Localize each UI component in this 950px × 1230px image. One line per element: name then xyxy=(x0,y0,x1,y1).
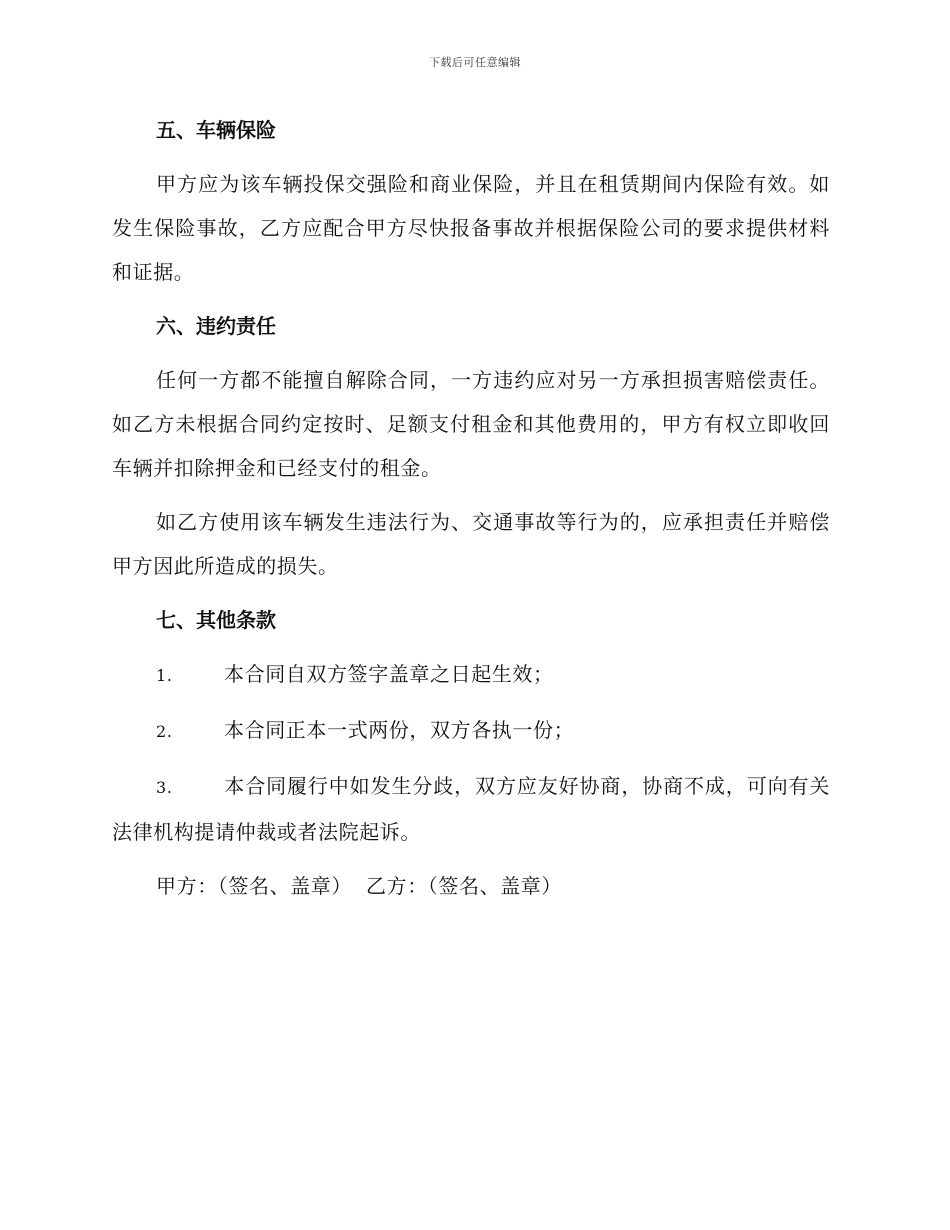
signature-line xyxy=(112,864,830,908)
paragraph-liability-2: 如乙方使用该车辆发生违法行为、交通事故等行为的，应承担责任并赔偿甲方因此所造成的损失。 xyxy=(112,510,830,578)
page-header-note: 下载后可任意编辑 xyxy=(429,56,521,69)
paragraph-insurance: 甲方应为该车辆投保交强险和商业保险，并且在租赁期间内保险有效。如发生保险事故，乙方应配合甲方尽快报备事故并根据保险公司的要求提供材料和证据。 xyxy=(112,172,830,284)
list-item xyxy=(112,764,830,854)
document-body xyxy=(112,108,830,908)
list-item-number: 1. xyxy=(156,666,173,685)
party-a-signature: 甲方：（签名、盖章） xyxy=(156,874,352,898)
list-item-text: 本合同正本一式两份，双方各执一份； xyxy=(224,718,575,742)
section-heading-other-terms: 七、其他条款 xyxy=(156,608,276,632)
list-item-text: 本合同自双方签字盖章之日起生效； xyxy=(224,662,554,686)
list-item xyxy=(112,652,830,698)
party-b-signature: 乙方：（签名、盖章） xyxy=(366,874,562,898)
list-item-number: 3. xyxy=(156,778,173,797)
section-heading-insurance: 五、车辆保险 xyxy=(156,118,276,142)
section-heading-liability: 六、违约责任 xyxy=(156,314,276,338)
list-item xyxy=(112,708,830,754)
list-item-text: 本合同履行中如发生分歧，双方应友好协商，协商不成，可向有关法律机构提请仲裁或者法院起诉。 xyxy=(112,774,830,844)
paragraph-liability-1: 任何一方都不能擅自解除合同，一方违约应对另一方承担损害赔偿责任。如乙方未根据合同约定按时、足额支付租金和其他费用的，甲方有权立即收回车辆并扣除押金和已经支付的租金。 xyxy=(112,368,830,480)
list-item-number: 2. xyxy=(156,722,173,741)
